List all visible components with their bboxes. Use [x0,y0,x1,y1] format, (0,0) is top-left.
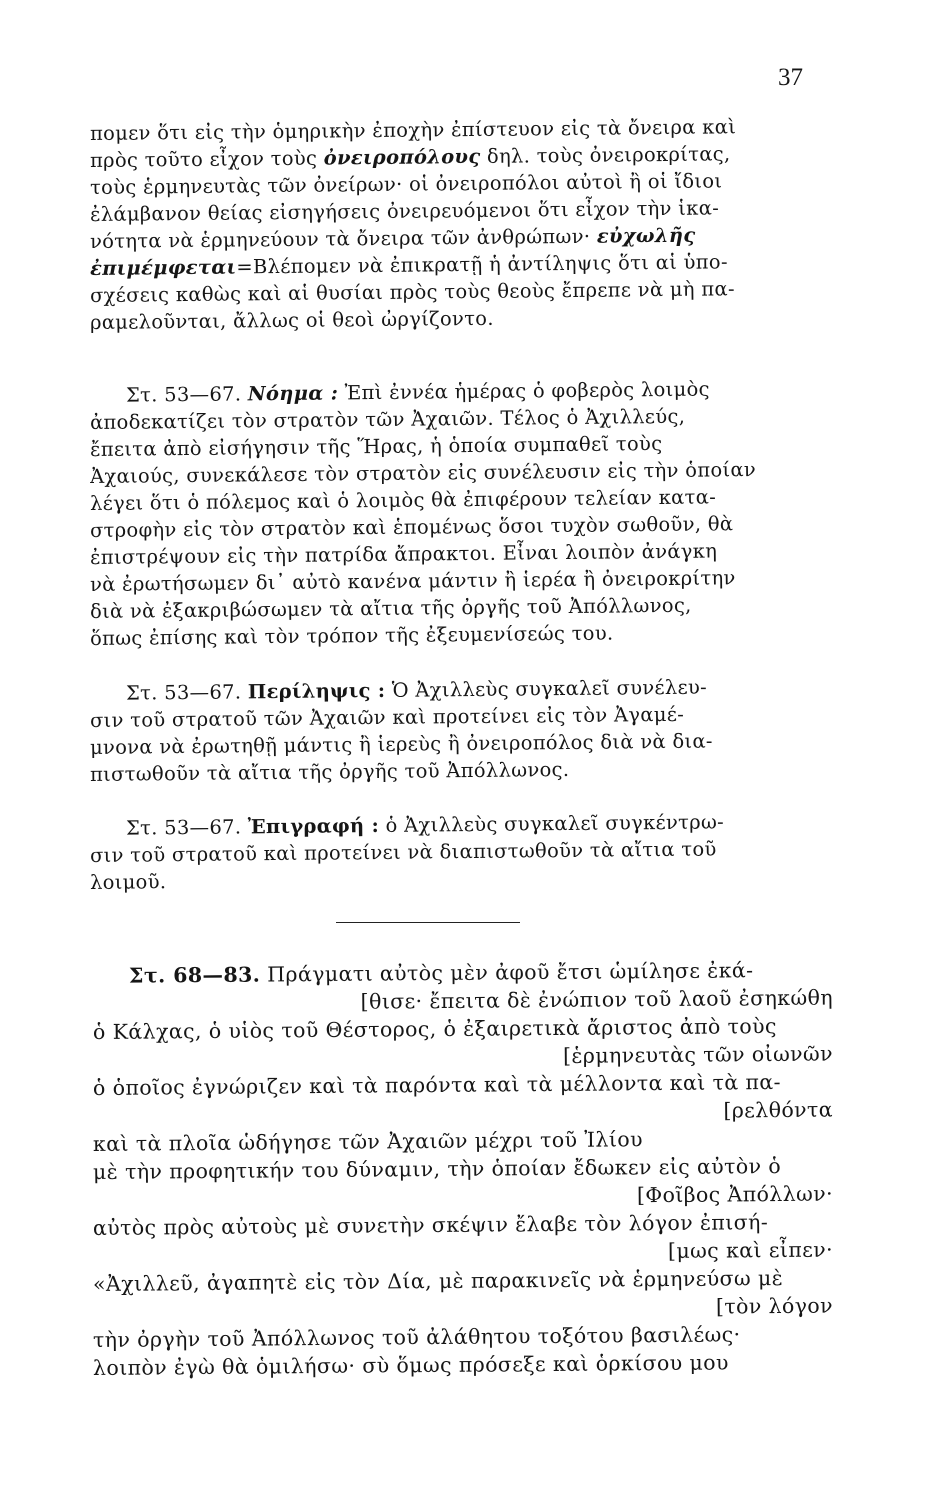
section-divider [336,922,520,923]
perilipsis-ref: Στ. 53—67. [125,680,242,705]
intro-line-2: πρὸς τοῦτο εἶχον τοὺς ὀνειροπόλους δηλ. τοὺς ὀνειροκρίτας, [89,142,731,172]
intro-line-3: τοὺς ἑρμηνευτὰς τῶν ὀνείρων· οἱ ὀνειροπόλοι αὐτοὶ ἢ οἱ ἴδιοι [89,169,723,199]
noima-line-8: νὰ ἐρωτήσωμεν δι᾽ αὐτὸ κανένα μάντιν ἢ ἱερέα ἢ ὀνειροκρίτην [89,566,736,596]
noima-line-7: ἐπιστρέψουν εἰς τὴν πατρίδα ἄπρακτοι. Εἶναι λοιπὸν ἀνάγκη [89,539,718,569]
term-epimemphetai: ἐπιμέμφεται [89,255,237,280]
intro-line-5: νότητα νὰ ἑρμηνεύουν τὰ ὄνειρα τῶν ἀνθρώπων· εὐχωλῆς [89,223,696,253]
perilipsis-line-2: σιν τοῦ στρατοῦ τῶν Ἀχαιῶν καὶ προτείνει εἰς τὸν Ἀγαμέ- [89,702,685,732]
intro-line-6: ἐπιμέμφεται=Βλέπομεν νὰ ἐπικρατῇ ἡ ἀντίληψις ὅτι αἱ ὑπο- [89,250,728,280]
intro-line-8: ραμελοῦνται, ἄλλως οἱ θεοὶ ὠργίζοντο. [89,306,494,334]
noima-line-1: Στ. 53—67. Νόημα : Ἐπὶ ἐννέα ἡμέρας ὁ φοβερὸς λοιμὸς [125,377,710,407]
translation-line-5: ὁ ὁποῖος ἐγνώριζεν καὶ τὰ παρόντα καὶ τὰ μέλλοντα καὶ τὰ πα- [92,1069,782,1100]
epigraphi-ref: Στ. 53—67. [125,815,242,840]
translation-line-1: Στ. 68—83. Πράγματι αὐτὸς μὲν ἀφοῦ ἔτσι ὡμίλησε ἐκά- [128,958,754,988]
noima-ref: Στ. 53—67. [125,382,242,407]
translation-line-10: αὐτὸς πρὸς αὐτοὺς μὲ συνετὴν σκέψιν ἔλαβε τὸν λόγον ἐπισή- [92,1210,769,1240]
translation-ref: Στ. 68—83. [128,962,261,988]
noima-line-10: ὅπως ἐπίσης καὶ τὸν τρόπον τῆς ἐξευμενίσεώς του. [89,621,614,650]
epigraphi-line-1: Στ. 53—67. Ἐπιγραφή : ὁ Ἀχιλλεὺς συγκαλεῖ συγκέντρω- [125,810,725,840]
epigraphi-line-2: σιν τοῦ στρατοῦ καὶ προτείνει νὰ διαπιστωθοῦν τὰ αἴτια τοῦ [89,837,717,867]
noima-line-9: διὰ νὰ ἐξακριβώσωμεν τὰ αἴτια τῆς ὀργῆς τοῦ Ἀπόλλωνος, [89,593,692,623]
translation-section [92,958,834,1382]
intro-line-4: ἐλάμβανον θείας εἰσηγήσεις ὀνειρευόμενοι ὅτι εἶχον τὴν ἱκα- [89,196,720,226]
translation-line-15: λοιπὸν ἐγὼ θὰ ὁμιλήσω· σὺ ὅμως πρόσεξε καὶ ὁρκίσου μου [92,1350,729,1380]
intro-paragraph [89,115,825,336]
page-number: 37 [778,64,803,91]
perilipsis-line-1: Στ. 53—67. Περίληψις : Ὁ Ἀχιλλεὺς συγκαλεῖ συνέλευ- [125,675,708,705]
intro-line-7: σχέσεις καθὼς καὶ αἱ θυσίαι πρὸς τοὺς θεοὺς ἔπρεπε νὰ μὴ πα- [89,277,735,307]
translation-line-3: ὁ Κάλχας, ὁ υἱὸς τοῦ Θέστορος, ὁ ἐξαιρετικὰ ἄριστος ἀπὸ τοὺς [92,1014,777,1044]
term-euchol: εὐχωλῆς [596,223,696,248]
noima-line-2: ἀποδεκατίζει τὸν στρατὸν τῶν Ἀχαιῶν. Τέλος ὁ Ἀχιλλεύς, [89,404,686,434]
translation-line-14: τὴν ὀργὴν τοῦ Ἀπόλλωνος τοῦ ἀλάθητου τοξότου βασιλέως· [92,1322,741,1352]
translation-line-12: «Ἀχιλλεῦ, ἀγαπητὲ εἰς τὸν Δία, μὲ παρακινεῖς νὰ ἑρμηνεύσω μὲ [92,1265,784,1296]
noima-line-3: ἔπειτα ἀπὸ εἰσήγησιν τῆς Ἥρας, ἡ ὁποία συμπαθεῖ τοὺς [89,432,663,461]
term-oneiropolous: ὀνειροπόλους [323,144,481,170]
epigraphi-line-3: λοιμοῦ. [89,870,167,894]
translation-line-13: [τὸν λόγον [715,1293,834,1319]
perilipsis-line-3: μνονα νὰ ἐρωτηθῇ μάντις ἢ ἱερεὺς ἢ ὀνειροπόλος διὰ νὰ δια- [89,729,713,759]
translation-line-8: μὲ τὴν προφητικήν του δύναμιν, τὴν ὁποίαν ἔδωκεν εἰς αὐτὸν ὁ [92,1153,782,1184]
perilipsis-line-4: πιστωθοῦν τὰ αἴτια τῆς ὀργῆς τοῦ Ἀπόλλωνος. [89,757,570,786]
noima-line-4: Ἀχαιούς, συνεκάλεσε τὸν στρατὸν εἰς συνέλευσιν εἰς τὴν ὁποίαν [89,458,757,488]
epigraphi-label: Ἐπιγραφή : [247,813,380,839]
translation-line-6: [ρελθόντα [723,1097,834,1123]
epigraphi-section [89,810,825,896]
perilipsis-label: Περίληψις : [247,678,386,704]
noima-label: Νόημα : [247,381,339,406]
translation-line-9: [Φοῖβος Ἀπόλλων· [636,1181,834,1208]
noima-section [89,377,825,652]
noima-line-6: στροφὴν εἰς τὸν στρατὸν καὶ ἑπομένως ὅσοι τυχὸν σωθοῦν, θὰ [89,512,734,542]
translation-line-7: καὶ τὰ πλοῖα ὡδήγησε τῶν Ἀχαιῶν μέχρι τοῦ Ἰλίου [92,1127,644,1156]
noima-line-5: λέγει ὅτι ὁ πόλεμος καὶ ὁ λοιμὸς θὰ ἐπιφέρουν τελείαν κατα- [89,485,717,515]
intro-line-1: πομεν ὅτι εἰς τὴν ὁμηρικὴν ἐποχὴν ἐπίστευον εἰς τὰ ὄνειρα καὶ [89,115,737,145]
translation-line-4: [ἑρμηνευτὰς τῶν οἰωνῶν [562,1041,834,1068]
translation-line-2: [θισε· ἔπειτα δὲ ἐνώπιον τοῦ λαοῦ ἐσηκώθη [360,985,834,1014]
perilipsis-section [89,675,825,788]
translation-line-11: [μως καὶ εἶπεν· [667,1237,834,1263]
